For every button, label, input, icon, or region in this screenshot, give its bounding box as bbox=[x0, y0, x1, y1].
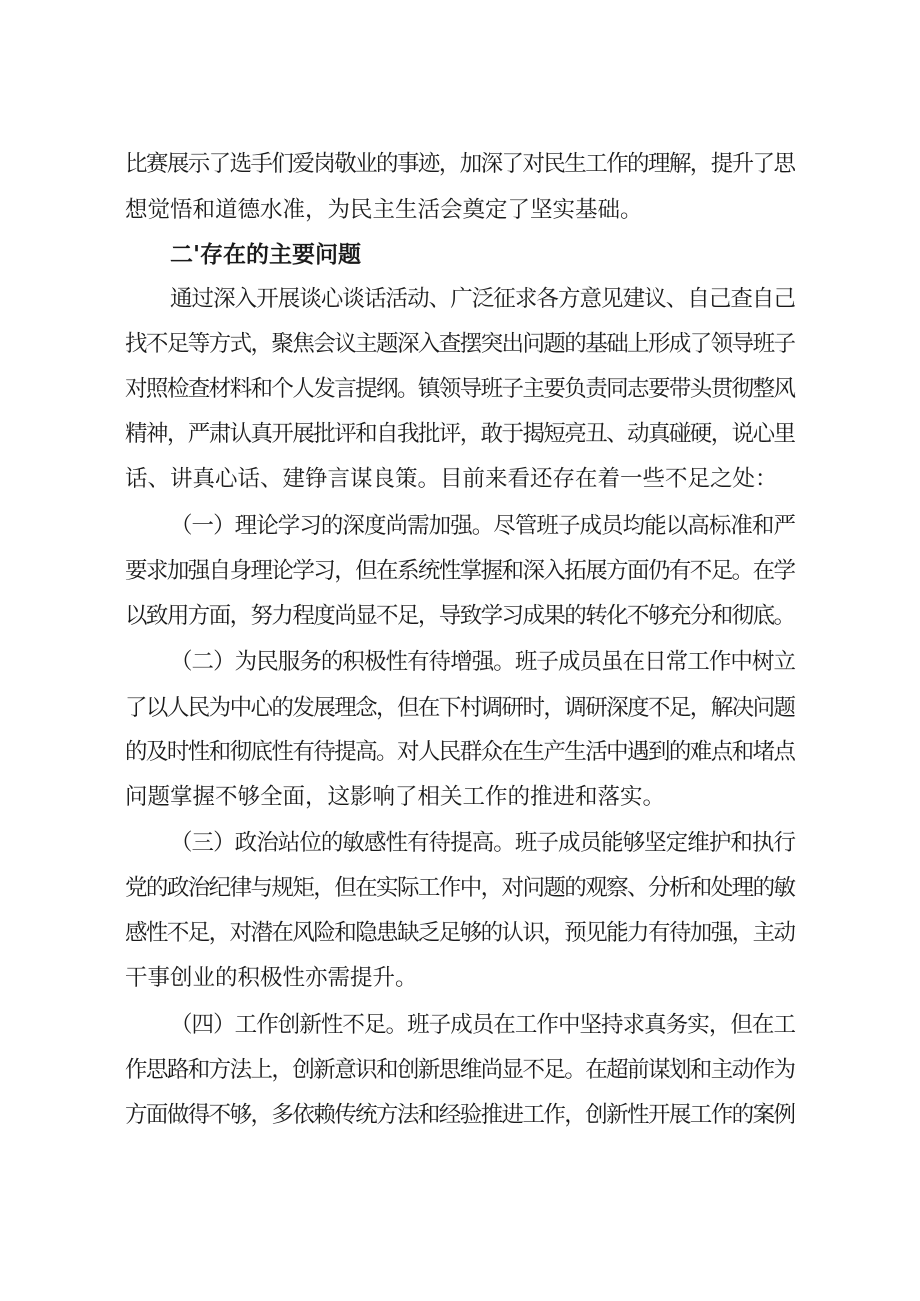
line-text: （三）政治站位的敏感性有待提高。班子成员能够坚定维护和执行 bbox=[170, 830, 796, 856]
text-line bbox=[0, 1095, 920, 1135]
text-line bbox=[0, 732, 920, 772]
line-text: 通过深入开展谈心谈话活动、广泛征求各方意见建议、自己查自己 bbox=[170, 286, 796, 312]
line-text: （一）理论学习的深度尚需加强。尽管班子成员均能以高标准和严 bbox=[170, 513, 796, 539]
text-line bbox=[0, 642, 920, 682]
line-text: 要求加强自身理论学习，但在系统性掌握和深入拓展方面仍有不足。在学 bbox=[125, 558, 795, 584]
line-text: 比赛展示了选手们爱岗敬业的事迹，加深了对民生工作的理解，提升了思 bbox=[125, 151, 795, 177]
section-heading bbox=[0, 235, 920, 275]
text-line bbox=[0, 777, 920, 817]
text-line bbox=[0, 1005, 920, 1045]
line-text: 精神，严肃认真开展批评和自我批评，敢于揭短亮丑、动真碰硬，说心里 bbox=[125, 421, 795, 447]
text-line bbox=[0, 913, 920, 953]
text-line bbox=[0, 144, 920, 184]
text-line bbox=[0, 596, 920, 636]
text-line bbox=[0, 414, 920, 454]
text-line bbox=[0, 958, 920, 998]
line-text: 话、讲真心话、建铮言谋良策。目前来看还存在着一些不足之处： bbox=[125, 466, 778, 492]
line-text: 问题掌握不够全面，这影响了相关工作的推进和落实。 bbox=[125, 784, 666, 810]
text-line bbox=[0, 190, 920, 230]
text-line bbox=[0, 868, 920, 908]
line-text: 的及时性和彻底性有待提高。对人民群众在生产生活中遇到的难点和堵点 bbox=[125, 739, 795, 765]
line-text: 作思路和方法上，创新意识和创新思维尚显不足。在超前谋划和主动作为 bbox=[125, 1057, 795, 1083]
text-line bbox=[0, 324, 920, 364]
line-text: 找不足等方式，聚焦会议主题深入查摆突出问题的基础上形成了领导班子 bbox=[125, 331, 795, 357]
text-line bbox=[0, 1050, 920, 1090]
line-text: 了以人民为中心的发展理念，但在下村调研时，调研深度不足，解决问题 bbox=[125, 695, 795, 721]
text-line bbox=[0, 688, 920, 728]
text-line bbox=[0, 506, 920, 546]
line-text: 方面做得不够，多依赖传统方法和经验推进工作，创新性开展工作的案例 bbox=[125, 1102, 795, 1128]
line-text: 想觉悟和道德水准，为民主生活会奠定了坚实基础。 bbox=[125, 197, 643, 223]
line-text: 对照检查材料和个人发言提纲。镇领导班子主要负责同志要带头贯彻整风 bbox=[125, 376, 795, 402]
line-text: 以致用方面，努力程度尚显不足，导致学习成果的转化不够充分和彻底。 bbox=[125, 603, 795, 629]
text-line bbox=[0, 823, 920, 863]
text-line bbox=[0, 459, 920, 499]
heading-text: 二'存在的主要问题 bbox=[170, 242, 362, 268]
line-text: （四）工作创新性不足。班子成员在工作中坚持求真务实，但在工 bbox=[170, 1012, 796, 1038]
line-text: 党的政治纪律与规矩，但在实际工作中，对问题的观察、分析和处理的敏 bbox=[125, 875, 795, 901]
line-text: 感性不足，对潜在风险和隐患缺乏足够的认识，预见能力有待加强，主动 bbox=[125, 920, 795, 946]
text-line bbox=[0, 369, 920, 409]
line-text: （二）为民服务的积极性有待增强。班子成员虽在日常工作中树立 bbox=[170, 649, 796, 675]
text-line bbox=[0, 551, 920, 591]
text-line bbox=[0, 279, 920, 319]
line-text: 干事创业的积极性亦需提升。 bbox=[125, 965, 418, 991]
